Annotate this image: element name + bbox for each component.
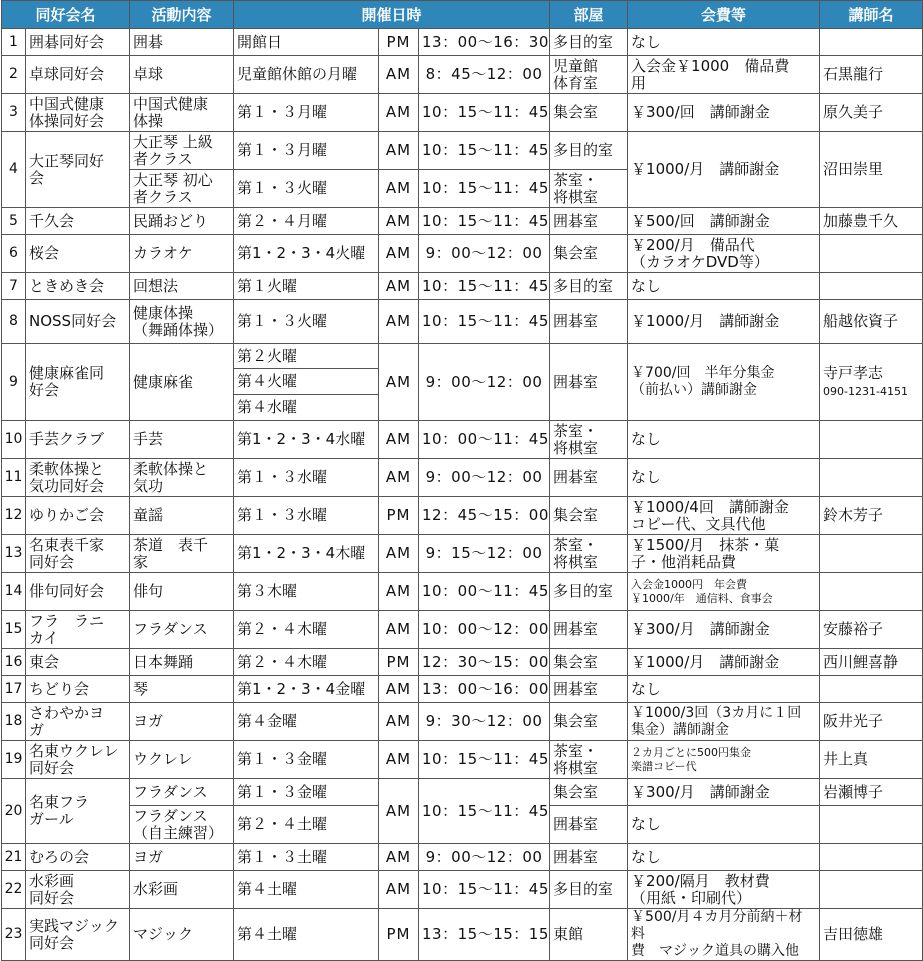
activity: 柔軟体操と 気功 xyxy=(130,459,234,497)
room: 囲碁室 xyxy=(550,676,628,703)
fee: ￥1000/月 講師謝金 xyxy=(628,649,820,676)
room: 多目的室 xyxy=(550,132,628,170)
teacher-phone: 090-1231-4151 xyxy=(823,384,908,398)
table-row xyxy=(2,208,923,235)
time: 13：15〜15：15 xyxy=(419,909,550,961)
activity: 茶道 表千 家 xyxy=(130,535,234,573)
activity: フラダンス xyxy=(130,779,234,806)
am-pm: AM xyxy=(379,344,419,421)
activity: ウクレレ xyxy=(130,741,234,779)
activity: 水彩画 xyxy=(130,871,234,909)
activity: カラオケ xyxy=(130,235,234,273)
am-pm: AM xyxy=(379,132,419,170)
teacher: 石黒龍行 xyxy=(820,56,923,94)
time: 9：00〜12：00 xyxy=(419,459,550,497)
row-number: 7 xyxy=(2,273,26,300)
room: 集会室 xyxy=(550,94,628,132)
days: 第1・2・3・4水曜 xyxy=(234,421,379,459)
activity: ヨガ xyxy=(130,844,234,871)
row-number: 8 xyxy=(2,300,26,344)
club-name: 中国式健康 体操同好会 xyxy=(26,94,130,132)
days: 第１・３火曜 xyxy=(234,170,379,208)
table-row xyxy=(2,611,923,649)
row-number: 4 xyxy=(2,132,26,208)
club-name: 名東フラ ガール xyxy=(26,779,130,844)
am-pm: AM xyxy=(379,235,419,273)
days: 第２・４月曜 xyxy=(234,208,379,235)
club-name: 俳句同好会 xyxy=(26,573,130,611)
time: 10：15〜11：45 xyxy=(419,300,550,344)
activity: 卓球 xyxy=(130,56,234,94)
table-row xyxy=(2,235,923,273)
time: 9：00〜12：00 xyxy=(419,844,550,871)
row-number: 10 xyxy=(2,421,26,459)
time: 12：30〜15：00 xyxy=(419,649,550,676)
room: 囲碁室 xyxy=(550,806,628,844)
days: 第４土曜 xyxy=(234,909,379,961)
fee: なし xyxy=(628,421,820,459)
am-pm: AM xyxy=(379,844,419,871)
activity: マジック xyxy=(130,909,234,961)
row-number: 2 xyxy=(2,56,26,94)
header-room: 部屋 xyxy=(550,1,628,29)
fee: ￥200/月 備品代 （カラオケDVD等） xyxy=(628,235,820,273)
activity: 民踊おどり xyxy=(130,208,234,235)
time: 13：00〜16：00 xyxy=(419,676,550,703)
fee: ２カ月ごとに500円集金 楽譜コピー代 xyxy=(628,741,820,779)
row-number: 19 xyxy=(2,741,26,779)
fee: ￥300/月 講師謝金 xyxy=(628,779,820,806)
days: 第1・2・3・4火曜 xyxy=(234,235,379,273)
table-row xyxy=(2,459,923,497)
club-name: 水彩画 同好会 xyxy=(26,871,130,909)
activity: 琴 xyxy=(130,676,234,703)
fee: ￥300/月 講師謝金 xyxy=(628,611,820,649)
room: 集会室 xyxy=(550,497,628,535)
am-pm: AM xyxy=(379,421,419,459)
days: 第１火曜 xyxy=(234,273,379,300)
teacher xyxy=(820,676,923,703)
table-row xyxy=(2,676,923,703)
row-number: 14 xyxy=(2,573,26,611)
club-name: 東会 xyxy=(26,649,130,676)
teacher: 沼田崇里 xyxy=(820,132,923,208)
teacher: 井上真 xyxy=(820,741,923,779)
row-number: 20 xyxy=(2,779,26,844)
time: 13：00〜16：30 xyxy=(419,29,550,56)
table-row xyxy=(2,535,923,573)
activity: 回想法 xyxy=(130,273,234,300)
table-row xyxy=(2,703,923,741)
room: 茶室・ 将棋室 xyxy=(550,741,628,779)
days: 第１・３月曜 xyxy=(234,132,379,170)
teacher xyxy=(820,871,923,909)
fee: ￥500/月４カ月分前納＋材料 費 マジック道具の購入他 xyxy=(628,909,820,961)
fee: ￥1000/4回 講師謝金 コピー代、文具代他 xyxy=(628,497,820,535)
teacher-name: 寺戸孝志 xyxy=(823,363,884,382)
am-pm: AM xyxy=(379,573,419,611)
table-row xyxy=(2,94,923,132)
table-row xyxy=(2,300,923,344)
time: 9：00〜12：00 xyxy=(419,344,550,421)
am-pm: AM xyxy=(379,273,419,300)
am-pm: PM xyxy=(379,29,419,56)
time: 10：15〜11：45 xyxy=(419,208,550,235)
am-pm: AM xyxy=(379,208,419,235)
activity: 囲碁 xyxy=(130,29,234,56)
time: 10：00〜11：45 xyxy=(419,421,550,459)
table-row xyxy=(2,779,923,806)
row-number: 11 xyxy=(2,459,26,497)
days: 第４土曜 xyxy=(234,871,379,909)
header-row xyxy=(2,1,923,29)
table-row xyxy=(2,741,923,779)
teacher xyxy=(820,235,923,273)
row-number: 12 xyxy=(2,497,26,535)
time: 10：15〜11：45 xyxy=(419,94,550,132)
am-pm: AM xyxy=(379,94,419,132)
club-name: むろの会 xyxy=(26,844,130,871)
am-pm: AM xyxy=(379,676,419,703)
room: 多目的室 xyxy=(550,273,628,300)
table-row xyxy=(2,573,923,611)
table-row xyxy=(2,844,923,871)
teacher xyxy=(820,29,923,56)
days: 第１・３金曜 xyxy=(234,741,379,779)
teacher: 阪井光子 xyxy=(820,703,923,741)
row-number: 5 xyxy=(2,208,26,235)
am-pm: AM xyxy=(379,535,419,573)
club-name: さわやかヨ ガ xyxy=(26,703,130,741)
days: 開館日 xyxy=(234,29,379,56)
am-pm: AM xyxy=(379,779,419,844)
activity: 大正琴 初心 者クラス xyxy=(130,170,234,208)
time: 8：45〜12：00 xyxy=(419,56,550,94)
room: 囲碁室 xyxy=(550,459,628,497)
room: 茶室・ 将棋室 xyxy=(550,170,628,208)
row-number: 13 xyxy=(2,535,26,573)
am-pm: AM xyxy=(379,871,419,909)
room: 多目的室 xyxy=(550,871,628,909)
teacher: 安藤裕子 xyxy=(820,611,923,649)
club-name: 手芸クラブ xyxy=(26,421,130,459)
days: 児童館休館の月曜 xyxy=(234,56,379,94)
activity: 日本舞踊 xyxy=(130,649,234,676)
room: 囲碁室 xyxy=(550,300,628,344)
club-name: 健康麻雀同 好会 xyxy=(26,344,130,421)
room: 囲碁室 xyxy=(550,344,628,421)
teacher: 鈴木芳子 xyxy=(820,497,923,535)
fee: 入会金￥1000 備品費 用 xyxy=(628,56,820,94)
header-teacher: 講師名 xyxy=(820,1,923,29)
row-number: 22 xyxy=(2,871,26,909)
time: 9：15〜12：00 xyxy=(419,535,550,573)
days: 第1・2・3・4金曜 xyxy=(234,676,379,703)
am-pm: AM xyxy=(379,703,419,741)
club-name: ゆりかご会 xyxy=(26,497,130,535)
club-name: 名東ウクレレ 同好会 xyxy=(26,741,130,779)
days: 第４水曜 xyxy=(234,395,379,421)
row-number: 21 xyxy=(2,844,26,871)
teacher xyxy=(820,273,923,300)
fee: ￥200/隔月 教材費 （用紙・印刷代） xyxy=(628,871,820,909)
am-pm: PM xyxy=(379,909,419,961)
activity: フラダンス xyxy=(130,611,234,649)
room: 多目的室 xyxy=(550,573,628,611)
days: 第１・３金曜 xyxy=(234,779,379,806)
activity: 健康体操 （舞踊体操） xyxy=(130,300,234,344)
teacher: 西川鯉喜静 xyxy=(820,649,923,676)
time: 10：15〜11：45 xyxy=(419,741,550,779)
row-number: 9 xyxy=(2,344,26,421)
fee: ￥500/回 講師謝金 xyxy=(628,208,820,235)
room: 囲碁室 xyxy=(550,844,628,871)
days: 第１・３水曜 xyxy=(234,497,379,535)
activity: 健康麻雀 xyxy=(130,344,234,421)
activity: 手芸 xyxy=(130,421,234,459)
fee: ￥1000/月 講師謝金 xyxy=(628,132,820,208)
time: 10：15〜11：45 xyxy=(419,779,550,844)
activity: ヨガ xyxy=(130,703,234,741)
fee: なし xyxy=(628,844,820,871)
row-number: 18 xyxy=(2,703,26,741)
room: 集会室 xyxy=(550,703,628,741)
days: 第１・３月曜 xyxy=(234,94,379,132)
am-pm: AM xyxy=(379,741,419,779)
teacher xyxy=(820,421,923,459)
days: 第２・４木曜 xyxy=(234,611,379,649)
time: 10：15〜11：45 xyxy=(419,273,550,300)
club-name: 柔軟体操と 気功同好会 xyxy=(26,459,130,497)
teacher: 加藤豊千久 xyxy=(820,208,923,235)
room: 児童館 体育室 xyxy=(550,56,628,94)
row-number: 23 xyxy=(2,909,26,961)
row-number: 16 xyxy=(2,649,26,676)
club-name: フラ ラニ カイ xyxy=(26,611,130,649)
time: 10：15〜11：45 xyxy=(419,871,550,909)
am-pm: AM xyxy=(379,459,419,497)
table-row xyxy=(2,909,923,961)
fee: なし xyxy=(628,806,820,844)
fee: なし xyxy=(628,29,820,56)
days: 第３木曜 xyxy=(234,573,379,611)
room: 集会室 xyxy=(550,649,628,676)
table-row xyxy=(2,871,923,909)
time: 10：15〜11：45 xyxy=(419,132,550,170)
club-name: 卓球同好会 xyxy=(26,56,130,94)
table-row xyxy=(2,273,923,300)
header-schedule: 開催日時 xyxy=(234,1,550,29)
teacher xyxy=(820,844,923,871)
days: 第４金曜 xyxy=(234,703,379,741)
row-number: 1 xyxy=(2,29,26,56)
time: 9：30〜12：00 xyxy=(419,703,550,741)
fee: ￥300/回 講師謝金 xyxy=(628,94,820,132)
time: 10：15〜11：45 xyxy=(419,170,550,208)
table-row xyxy=(2,344,923,369)
table-row xyxy=(2,132,923,170)
room: 囲碁室 xyxy=(550,611,628,649)
teacher xyxy=(820,344,923,421)
club-name: 大正琴同好 会 xyxy=(26,132,130,208)
am-pm: AM xyxy=(379,611,419,649)
teacher: 原久美子 xyxy=(820,94,923,132)
time: 9：00〜12：00 xyxy=(419,235,550,273)
row-number: 15 xyxy=(2,611,26,649)
table-row xyxy=(2,421,923,459)
teacher xyxy=(820,573,923,611)
days: 第1・2・3・4木曜 xyxy=(234,535,379,573)
room: 東館 xyxy=(550,909,628,961)
teacher: 岩瀬博子 xyxy=(820,779,923,806)
table-row xyxy=(2,497,923,535)
room: 茶室・ 将棋室 xyxy=(550,421,628,459)
activity: 童謡 xyxy=(130,497,234,535)
am-pm: AM xyxy=(379,300,419,344)
fee: なし xyxy=(628,273,820,300)
fee: ￥1500/月 抹茶・菓 子・他消耗品費 xyxy=(628,535,820,573)
activity: フラダンス （自主練習） xyxy=(130,806,234,844)
am-pm: PM xyxy=(379,649,419,676)
room: 集会室 xyxy=(550,779,628,806)
fee: ￥1000/3回（3カ月に１回 集金）講師謝金 xyxy=(628,703,820,741)
fee: ￥1000/月 講師謝金 xyxy=(628,300,820,344)
fee: 入会金1000円 年会費 ￥1000/年 通信料、食事会 xyxy=(628,573,820,611)
club-name: 桜会 xyxy=(26,235,130,273)
club-name: ときめき会 xyxy=(26,273,130,300)
am-pm: AM xyxy=(379,170,419,208)
am-pm: AM xyxy=(379,56,419,94)
header-fee: 会費等 xyxy=(628,1,820,29)
fee: なし xyxy=(628,676,820,703)
room: 多目的室 xyxy=(550,29,628,56)
activity: 大正琴 上級 者クラス xyxy=(130,132,234,170)
table-row xyxy=(2,29,923,56)
activity: 中国式健康 体操 xyxy=(130,94,234,132)
fee: なし xyxy=(628,459,820,497)
teacher: 吉田徳雄 xyxy=(820,909,923,961)
row-number: 17 xyxy=(2,676,26,703)
header-activity: 活動内容 xyxy=(130,1,234,29)
room: 茶室・ 将棋室 xyxy=(550,535,628,573)
club-name: 囲碁同好会 xyxy=(26,29,130,56)
club-name: 千久会 xyxy=(26,208,130,235)
header-club-name: 同好会名 xyxy=(2,1,130,29)
row-number: 6 xyxy=(2,235,26,273)
activity: 俳句 xyxy=(130,573,234,611)
table-row xyxy=(2,649,923,676)
days: 第２・４土曜 xyxy=(234,806,379,844)
days: 第２火曜 xyxy=(234,344,379,369)
days: 第１・３水曜 xyxy=(234,459,379,497)
days: 第１・３土曜 xyxy=(234,844,379,871)
room: 集会室 xyxy=(550,235,628,273)
club-schedule-table xyxy=(1,0,923,961)
club-name: ちどり会 xyxy=(26,676,130,703)
teacher xyxy=(820,806,923,844)
days: 第１・３火曜 xyxy=(234,300,379,344)
time: 10：00〜11：45 xyxy=(419,573,550,611)
teacher xyxy=(820,535,923,573)
days: 第２・４木曜 xyxy=(234,649,379,676)
room: 囲碁室 xyxy=(550,208,628,235)
club-name: NOSS同好会 xyxy=(26,300,130,344)
row-number: 3 xyxy=(2,94,26,132)
fee: ￥700/回 半年分集金 （前払い）講師謝金 xyxy=(628,344,820,421)
am-pm: PM xyxy=(379,497,419,535)
time: 12：45〜15：00 xyxy=(419,497,550,535)
table-row xyxy=(2,56,923,94)
teacher xyxy=(820,459,923,497)
days: 第４火曜 xyxy=(234,369,379,395)
teacher: 船越依資子 xyxy=(820,300,923,344)
club-name: 実践マジック 同好会 xyxy=(26,909,130,961)
time: 10：00〜12：00 xyxy=(419,611,550,649)
club-name: 名東表千家 同好会 xyxy=(26,535,130,573)
